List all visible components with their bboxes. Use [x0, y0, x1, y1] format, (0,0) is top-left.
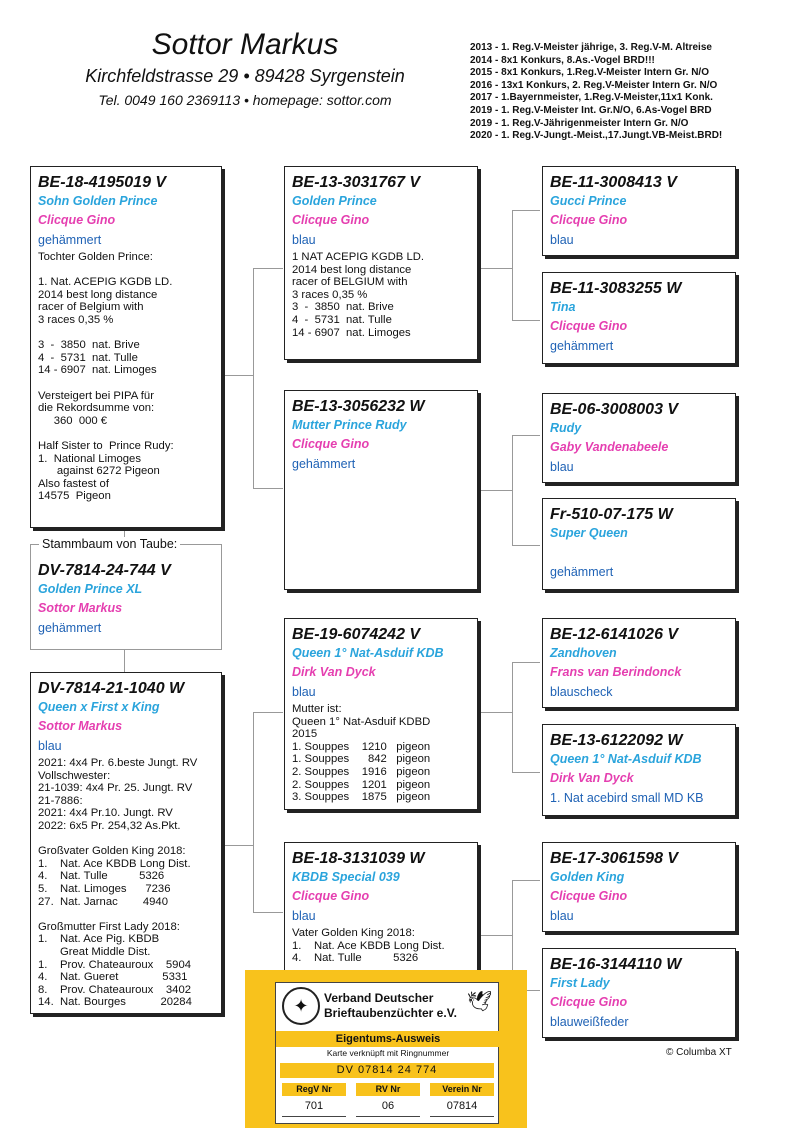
plumage-color: blau — [292, 909, 316, 923]
breeder-label: Dirk Van Dyck — [550, 771, 634, 785]
breeder-label: Clicque Gino — [550, 995, 628, 1009]
breeder-label: Clicque Gino — [292, 889, 370, 903]
great-grandparent-card — [542, 498, 736, 590]
connector-line — [512, 320, 540, 321]
grandmother-maternal-card — [284, 842, 478, 972]
breeder-label: Clicque Gino — [550, 319, 628, 333]
plumage-color: blau — [550, 460, 574, 474]
regv-field — [282, 1083, 346, 1117]
rv-field — [356, 1083, 420, 1117]
plumage-color: blauscheck — [550, 685, 613, 699]
great-grandparent-card — [542, 272, 736, 364]
pigeon-icon: 🕊 — [466, 991, 492, 1013]
plumage-color: 1. Nat acebird small MD KB — [550, 791, 704, 805]
breeder-contact: Tel. 0049 160 2369113 • homepage: sottor.com — [98, 92, 392, 108]
grandfather-paternal-card — [284, 166, 478, 360]
breeder-label: Clicque Gino — [292, 437, 370, 451]
breeder-address: Kirchfeldstrasse 29 • 89428 Syrgenstein — [85, 66, 405, 86]
plumage-color: gehämmert — [38, 621, 102, 635]
pigeon-name: First Lady — [550, 976, 610, 990]
pigeon-name: Rudy — [550, 421, 582, 435]
plumage-color: blauweißfeder — [550, 1015, 629, 1029]
plumage-color: blau — [292, 233, 316, 247]
pigeon-name: Golden Prince — [292, 194, 377, 208]
great-grandparent-card — [542, 842, 736, 932]
plumage-color: gehämmert — [550, 339, 614, 353]
field-label: RV Nr — [356, 1083, 420, 1096]
connector-line — [478, 490, 513, 491]
great-grandparent-card — [542, 618, 736, 708]
achievement-item: 2019 - 1. Reg.V-Meister Int. Gr.N/O, 6.As-Vogel BRD — [470, 104, 712, 116]
connector-line — [253, 712, 283, 713]
connector-line — [512, 435, 513, 545]
grandmother-paternal-card — [284, 390, 478, 590]
ring-number: DV-7814-24-744 V — [38, 562, 171, 579]
breeder-label: Clicque Gino — [550, 213, 628, 227]
breeder-label: Clicque Gino — [292, 213, 370, 227]
field-value: 07814 — [430, 1096, 494, 1117]
plumage-color: blau — [292, 685, 316, 699]
document-title: Eigentums-Ausweis — [276, 1031, 500, 1047]
ring-number: BE-13-3056232 W — [292, 398, 425, 415]
connector-line — [253, 712, 254, 912]
breeder-label: Gaby Vandenabeele — [550, 440, 669, 454]
connector-line — [512, 435, 540, 436]
plumage-color: gehämmert — [38, 233, 102, 247]
connector-line — [253, 268, 283, 269]
organization-line: Brieftaubenzüchter e.V. — [324, 1006, 457, 1020]
connector-line — [512, 210, 540, 211]
breeder-label: Clicque Gino — [550, 889, 628, 903]
ownership-card — [245, 970, 527, 1128]
pedigree-notes: 2021: 4x4 Pr. 6.beste Jungt. RV Vollschwester: 21-1039: 4x4 Pr. 25. Jungt. RV 21-7886: 2021: 4x4 Pr.10. Jungt. RV 2022: 6x5 Pr. 254,32 As.Pkt. Großvater Golden King 2018: 1. Nat. Ace KBDB Long Dist. 4. Nat. Tulle 5326 5. Nat. Limoges 7236 27. Nat. Jarnac 4940 Großmutter First Lady 2018: 1. Nat. Ace Pig. KBDB Great Middle Dist. 1. Prov. Chateauroux 5904 4. Nat. Gueret 5331 8. Prov. Chateauroux 3402 14. Nat. Bourges 20284 — [38, 757, 198, 1009]
connector-line — [222, 845, 254, 846]
plumage-color: blau — [550, 233, 574, 247]
plumage-color: gehämmert — [550, 565, 614, 579]
achievement-item: 2019 - 1. Reg.V-Jährigenmeister Intern Gr. N/O — [470, 117, 689, 129]
great-grandparent-card — [542, 166, 736, 256]
pigeon-name: Golden Prince XL — [38, 582, 143, 596]
plumage-color: blau — [38, 739, 62, 753]
great-grandparent-card — [542, 393, 736, 483]
field-label: RegV Nr — [282, 1083, 346, 1096]
field-label: Verein Nr — [430, 1083, 494, 1096]
connector-line — [512, 210, 513, 320]
father-card — [30, 166, 222, 528]
breeder-name: Sottor Markus — [151, 28, 339, 61]
connector-line — [253, 912, 283, 913]
organization-name — [324, 991, 457, 1021]
subject-box — [30, 537, 222, 650]
connector-line — [512, 662, 513, 772]
field-value: 701 — [282, 1096, 346, 1117]
pigeon-name: Queen 1° Nat-Asduif KDB — [550, 752, 702, 766]
vdb-logo-icon: ✦ — [282, 987, 320, 1025]
connector-line — [512, 880, 540, 881]
breeder-label: Frans van Berindonck — [550, 665, 682, 679]
grandfather-maternal-card — [284, 618, 478, 810]
ring-number: BE-12-6141026 V — [550, 626, 679, 643]
document-subtitle: Karte verknüpft mit Ringnummer — [326, 1048, 450, 1058]
breeder-label: Sottor Markus — [38, 719, 123, 733]
pigeon-name: Tina — [550, 300, 576, 314]
connector-line — [478, 712, 513, 713]
achievement-item: 2020 - 1. Reg.V-Jungt.-Meist.,17.Jungt.VB-Meist.BRD! — [470, 130, 723, 142]
connector-line — [222, 375, 254, 376]
ring-number: DV-7814-21-1040 W — [38, 680, 185, 697]
breeder-label — [550, 543, 728, 562]
achievement-item: 2013 - 1. Reg.V-Meister jährige, 3. Reg.V-M. Altreise — [470, 42, 712, 53]
ring-number: BE-13-3031767 V — [292, 174, 421, 191]
pedigree-notes: Mutter ist: Queen 1° Nat-Asduif KDBD 2015 1. Souppes 1210 pigeon 1. Souppes 842 pigeon 2. Souppes 1916 pigeon 2. Souppes 1201 pigeon 3. Souppes 1875 pigeon — [292, 703, 431, 804]
great-grandparent-card — [542, 724, 736, 816]
pigeon-name: Queen 1° Nat-Asduif KDB — [292, 646, 444, 660]
ring-number: BE-11-3083255 W — [550, 280, 682, 297]
ring-number: BE-11-3008413 V — [550, 174, 677, 191]
breeder-label: Clicque Gino — [38, 213, 116, 227]
pigeon-name: Zandhoven — [550, 646, 617, 660]
achievement-item: 2014 - 8x1 Konkurs, 8.As.-Vogel BRD!!! — [470, 54, 655, 66]
pigeon-name: Mutter Prince Rudy — [292, 418, 407, 432]
pigeon-name: KBDB Special 039 — [292, 870, 400, 884]
great-grandparent-card — [542, 948, 736, 1038]
organization-line: Verband Deutscher — [324, 991, 434, 1005]
pigeon-name: Super Queen — [550, 526, 628, 540]
breeder-label: Sottor Markus — [38, 601, 123, 615]
ring-number-field: DV 07814 24 774 — [280, 1063, 494, 1078]
copyright-footer: © Columba XT — [666, 1047, 732, 1058]
pedigree-notes: Vater Golden King 2018: 1. Nat. Ace KBDB Long Dist. 4. Nat. Tulle 5326 — [292, 927, 445, 965]
ring-number: BE-18-3131039 W — [292, 850, 425, 867]
connector-line — [478, 935, 513, 936]
achievements-list — [470, 42, 722, 143]
field-value: 06 — [356, 1096, 420, 1117]
verein-field — [430, 1083, 494, 1117]
mother-card — [30, 672, 222, 1014]
ring-number: BE-16-3144110 W — [550, 956, 682, 973]
connector-line — [512, 545, 540, 546]
achievement-item: 2015 - 8x1 Konkurs, 1.Reg.V-Meister Intern Gr. N/O — [470, 67, 709, 79]
connector-line — [478, 268, 513, 269]
ring-number: BE-17-3061598 V — [550, 850, 679, 867]
pigeon-name: Golden King — [550, 870, 625, 884]
pigeon-name: Gucci Prince — [550, 194, 627, 208]
ring-number: BE-06-3008003 V — [550, 401, 679, 418]
pigeon-name: Sohn Golden Prince — [38, 194, 158, 208]
pedigree-notes: Tochter Golden Prince: 1. Nat. ACEPIG KGDB LD. 2014 best long distance racer of Belgium with 3 races 0,35 % 3 - 3850 nat. Brive 4 - 5731 nat. Tulle 14 - 6907 nat. Limoges Versteigert bei PIPA für die Rekordsumme von: 360 000 € Half Sister to Prince Rudy: 1. National Limoges against 6272 Pigeon Also fastest of 14575 Pigeon — [38, 251, 174, 503]
connector-line — [253, 268, 254, 488]
plumage-color: blau — [550, 909, 574, 923]
connector-line — [512, 772, 540, 773]
subject-label: Stammbaum von Taube: — [39, 537, 180, 551]
connector-line — [253, 488, 283, 489]
connector-line — [512, 662, 540, 663]
ring-number: BE-13-6122092 W — [550, 732, 683, 749]
ring-number: Fr-510-07-175 W — [550, 506, 673, 523]
breeder-label: Dirk Van Dyck — [292, 665, 376, 679]
pigeon-name: Queen x First x King — [38, 700, 160, 714]
ownership-card-body — [275, 982, 499, 1124]
ring-number: BE-19-6074242 V — [292, 626, 421, 643]
connector-line — [124, 650, 125, 672]
ring-number: BE-18-4195019 V — [38, 174, 167, 191]
achievement-item: 2017 - 1.Bayernmeister, 1.Reg.V-Meister,11x1 Konk. — [470, 92, 713, 104]
plumage-color: gehämmert — [292, 457, 356, 471]
pedigree-notes: 1 NAT ACEPIG KGDB LD. 2014 best long distance racer of BELGIUM with 3 races 0,35 % 3 - 3850 nat. Brive 4 - 5731 nat. Tulle 14 - 6907 nat. Limoges — [292, 251, 425, 339]
achievement-item: 2016 - 13x1 Konkurs, 2. Reg.V-Meister Intern Gr. N/O — [470, 79, 718, 91]
